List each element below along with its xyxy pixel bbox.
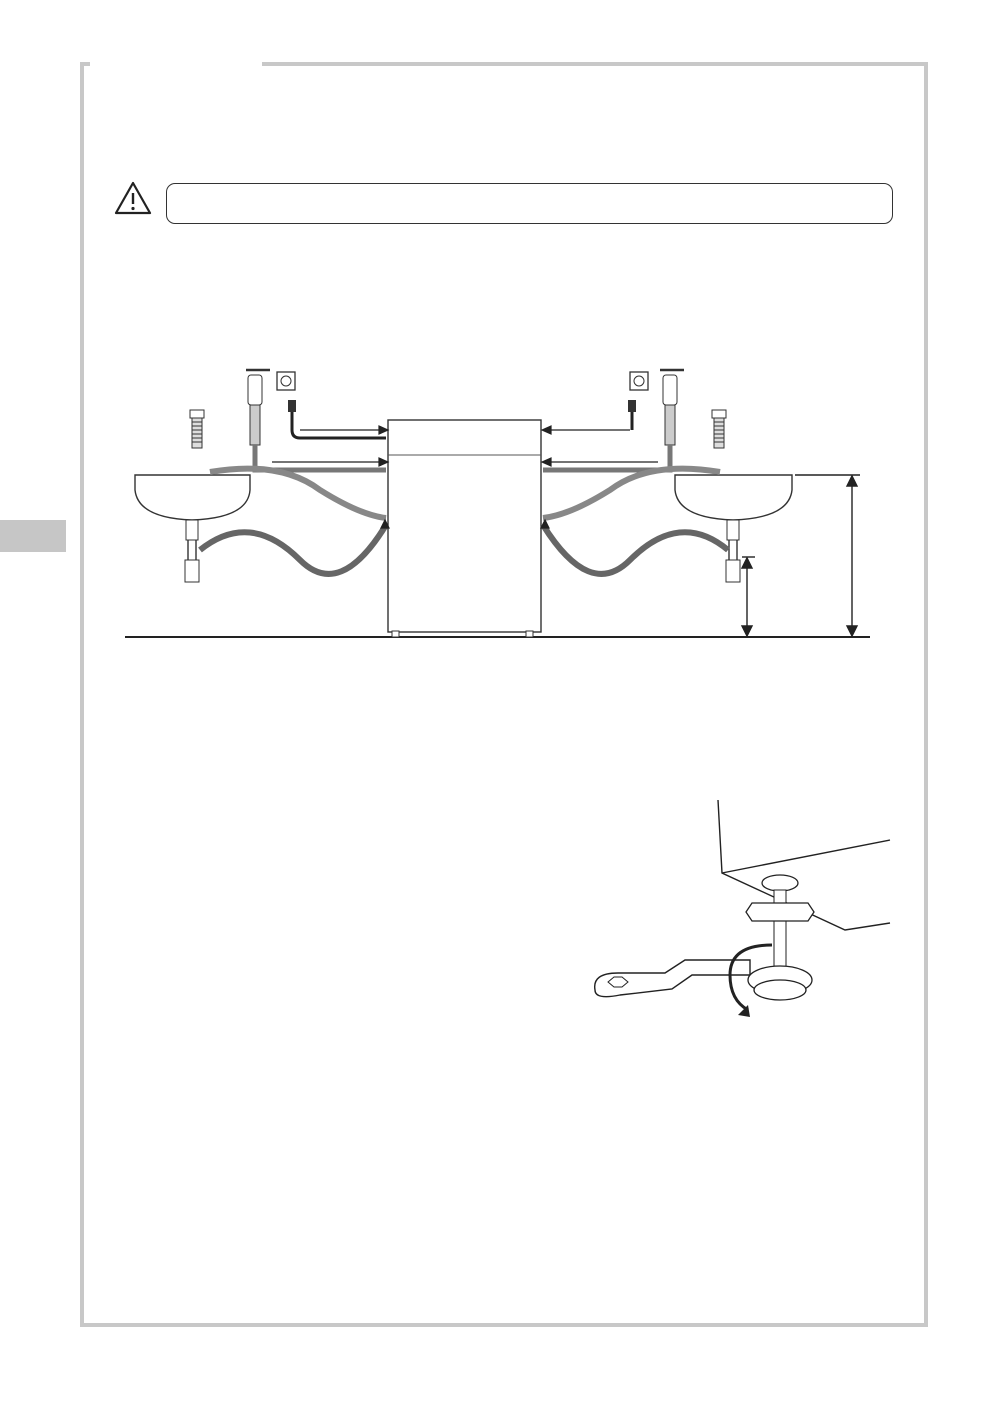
warning-triangle-icon <box>113 180 153 216</box>
power-plug-icon <box>288 400 296 412</box>
washbasin-icon <box>135 475 250 582</box>
page-frame <box>80 62 928 1327</box>
hose-connector-icon <box>712 410 726 448</box>
lock-nut-icon <box>746 903 814 921</box>
foot-base <box>748 966 812 1000</box>
side-tab <box>0 520 66 552</box>
power-plug-icon <box>628 400 636 412</box>
inlet-hose <box>543 445 670 470</box>
washing-machine-icon <box>388 420 541 637</box>
warning-box <box>166 183 893 224</box>
adjustable-foot-icon <box>762 875 798 980</box>
washbasin-icon <box>675 475 792 582</box>
power-cable <box>292 412 386 438</box>
frame-gap <box>90 58 262 68</box>
power-socket-icon <box>277 372 295 390</box>
power-socket-icon <box>630 372 648 390</box>
leveling-diagram <box>580 795 900 1025</box>
inlet-hose <box>255 445 386 470</box>
hose-connector-icon <box>190 410 204 448</box>
water-tap-icon <box>246 370 270 445</box>
water-tap-icon <box>660 370 684 445</box>
installation-diagram <box>110 350 880 650</box>
spanner-icon <box>595 960 750 997</box>
